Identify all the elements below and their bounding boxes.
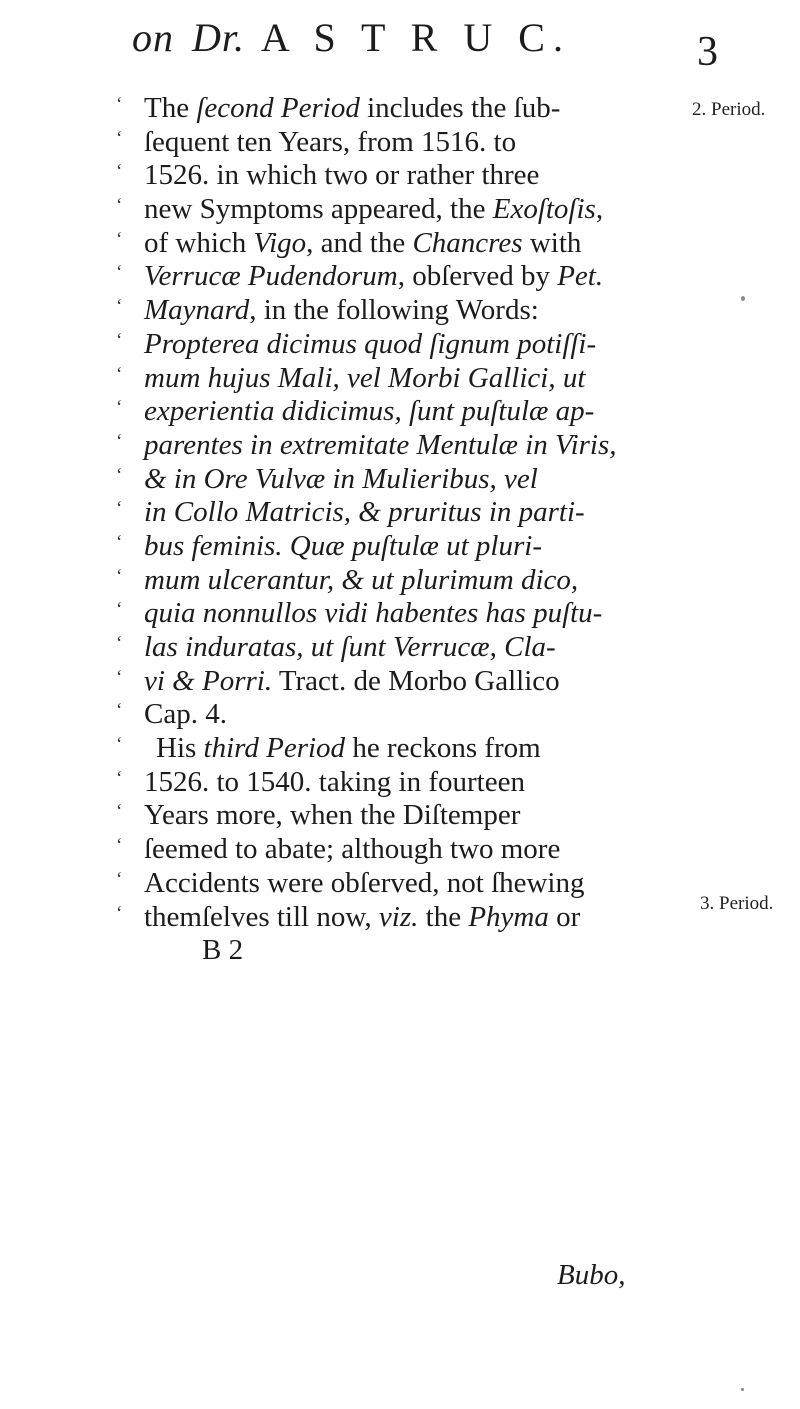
quote-mark: ‘ <box>116 94 123 115</box>
text-line <box>116 395 676 429</box>
line-text: & in Ore Vulvæ in Mulieribus, vel <box>144 462 538 495</box>
running-head <box>0 14 800 74</box>
quote-mark: ‘ <box>116 801 123 823</box>
line-text: 1526. in which two or rather three <box>144 159 540 192</box>
line-text: las induratas, ut ſunt Verrucæ, Cla- <box>144 631 556 663</box>
line-text: vi & Porri. Tract. de Morbo Gallico <box>144 664 560 697</box>
quote-mark: ‘ <box>116 666 123 688</box>
text-line <box>116 766 676 800</box>
quote-mark: ‘ <box>116 599 123 621</box>
text-line <box>116 799 676 833</box>
line-text: Cap. 4. <box>144 698 227 731</box>
line-text: of which Vigo, and the Chancres with <box>144 226 582 259</box>
line-text: Propterea dicimus quod ſignum potiſſi- <box>144 327 597 360</box>
page-number: 3 <box>697 29 718 75</box>
running-head-name: A S T R U C. <box>260 15 571 60</box>
line-text: Years more, when the Diſtemper <box>144 799 521 832</box>
line-text: in Collo Matricis, & pruritus in parti- <box>144 496 585 529</box>
quote-mark: ‘ <box>116 127 123 149</box>
quote-mark: ‘ <box>116 700 123 722</box>
text-line <box>116 665 676 699</box>
text-line <box>116 934 676 968</box>
line-text: His third Period he reckons from <box>156 732 541 765</box>
body-text <box>116 92 676 968</box>
text-line <box>116 328 676 362</box>
quote-mark: ‘ <box>116 633 123 654</box>
quote-mark: ‘ <box>116 397 123 419</box>
print-speck <box>741 296 745 301</box>
text-line <box>116 564 676 598</box>
text-line <box>116 362 676 396</box>
text-line <box>116 732 676 766</box>
line-text: The ſecond Period includes the ſub- <box>144 92 561 124</box>
text-line <box>116 260 676 294</box>
line-text: 1526. to 1540. taking in fourteen <box>144 765 525 798</box>
quote-mark: ‘ <box>116 498 123 520</box>
running-head-author-title: Dr. <box>192 15 246 60</box>
line-text: ſequent ten Years, from 1516. to <box>144 125 517 158</box>
line-text: mum ulcerantur, & ut plurimum dico, <box>144 563 579 596</box>
line-text: mum hujus Mali, vel Morbi Gallici, ut <box>144 361 586 394</box>
quote-mark: ‘ <box>116 767 123 789</box>
text-line <box>116 193 676 227</box>
text-line <box>116 294 676 328</box>
line-text: Accidents were obſerved, not ſhewing <box>144 866 585 899</box>
line-text: Verrucæ Pudendorum, obſerved by Pet. <box>144 260 604 293</box>
text-line <box>116 92 676 126</box>
text-line <box>116 833 676 867</box>
quote-mark: ‘ <box>116 296 123 318</box>
text-line <box>116 463 676 497</box>
text-line <box>116 901 676 935</box>
text-line <box>116 867 676 901</box>
quote-mark: ‘ <box>116 161 123 183</box>
margin-note-third-period: 3. Period. <box>700 893 774 914</box>
print-speck <box>741 1388 744 1391</box>
margin-note-second-period: 2. Period. <box>692 99 766 120</box>
line-text: new Symptoms appeared, the Exoſtoſis, <box>144 193 604 226</box>
text-line <box>116 227 676 261</box>
quote-mark: ‘ <box>116 565 123 587</box>
running-head-title <box>132 14 571 61</box>
quote-mark: ‘ <box>116 464 123 486</box>
line-text: parentes in extremitate Mentulæ in Viris, <box>144 428 617 461</box>
text-line <box>116 530 676 564</box>
text-line <box>116 698 676 732</box>
text-line <box>116 496 676 530</box>
running-head-prefix: on <box>132 15 174 60</box>
line-text: Maynard, in the following Words: <box>144 294 539 327</box>
text-line <box>116 597 676 631</box>
quote-mark: ‘ <box>116 531 123 553</box>
quote-mark: ‘ <box>116 868 123 890</box>
quote-mark: ‘ <box>116 195 123 217</box>
text-line <box>116 429 676 463</box>
catchword: Bubo, <box>557 1259 626 1291</box>
text-line <box>116 631 676 665</box>
quote-mark: ‘ <box>116 835 123 857</box>
quote-mark: ‘ <box>116 430 123 452</box>
quote-mark: ‘ <box>116 902 123 924</box>
text-line <box>116 126 676 160</box>
text-line <box>116 159 676 193</box>
quote-mark: ‘ <box>116 363 123 385</box>
quote-mark: ‘ <box>116 262 123 284</box>
line-text: ſeemed to abate; although two more <box>144 833 561 866</box>
line-text: bus feminis. Quæ puſtulæ ut pluri- <box>144 529 542 562</box>
line-text: quia nonnullos vidi habentes has puſtu- <box>144 597 603 630</box>
quote-mark: ‘ <box>116 734 123 756</box>
line-text: experientia didicimus, ſunt puſtulæ ap- <box>144 395 595 428</box>
quote-mark: ‘ <box>116 329 123 351</box>
signature-mark: B 2 <box>202 934 244 967</box>
line-text: themſelves till now, viz. the Phyma or <box>144 900 581 933</box>
quote-mark: ‘ <box>116 228 123 250</box>
